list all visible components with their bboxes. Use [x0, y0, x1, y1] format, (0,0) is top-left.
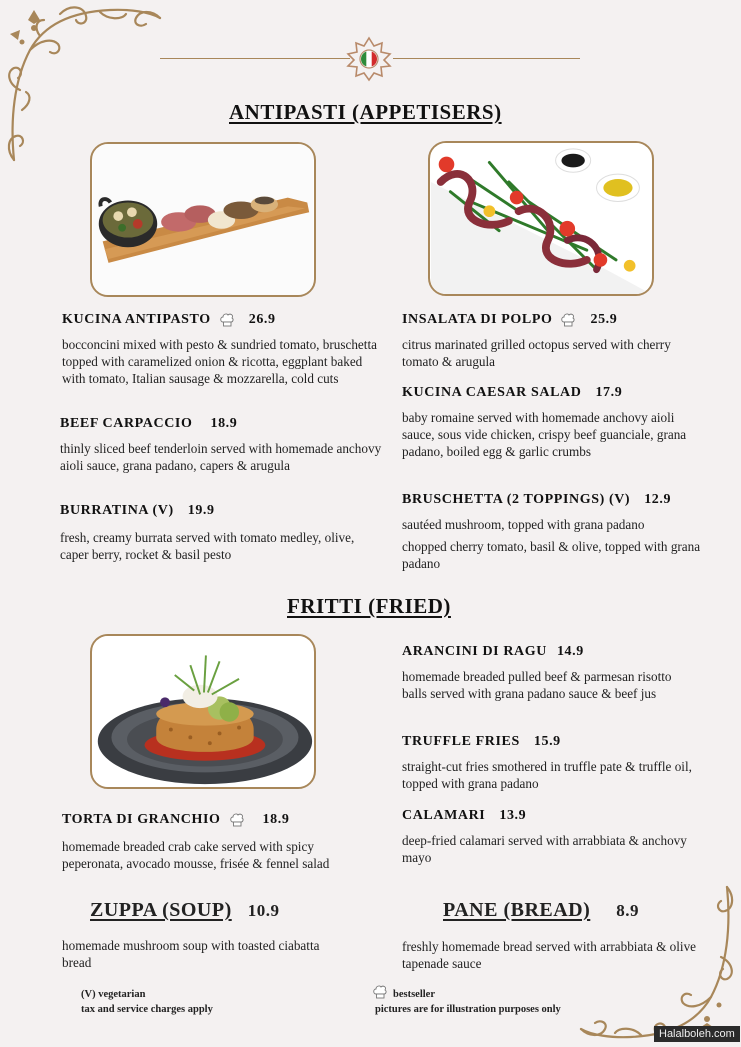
item-title: TORTA DI GRANCHIO	[62, 812, 221, 827]
item-price: 14.9	[556, 644, 584, 659]
item-description: homemade breaded crab cake served with spicy peperonata, avocado mousse, frisée & fennel salad	[62, 839, 330, 871]
menu-item-name	[62, 812, 289, 828]
footer-tax-note: tax and service charges apply	[81, 1004, 213, 1015]
menu-item-name	[402, 492, 671, 508]
item-description: baby romaine served with homemade anchovy aioli sauce, sous vide chicken, crispy beef guanciale, grana padano, boiled egg & garlic crumbs	[402, 410, 687, 459]
menu-item-name	[60, 416, 237, 432]
item-description: thinly sliced beef tenderloin served with homemade anchovy aioli sauce, grana padano, capers & arugula	[60, 441, 382, 473]
footer-vegetarian-note: (V) vegetarian	[81, 989, 146, 1000]
chef-hat-icon	[229, 812, 245, 828]
item-title: INSALATA DI POLPO	[402, 312, 553, 327]
item-title: KUCINA CAESAR SALAD	[402, 385, 582, 400]
chef-hat-icon	[219, 312, 235, 328]
menu-item-name	[402, 808, 526, 824]
item-description: deep-fried calamari served with arrabbiata & anchovy mayo	[402, 833, 687, 865]
item-title: BRUSCHETTA (2 TOPPINGS) (V)	[402, 492, 631, 507]
item-title: BEEF CARPACCIO	[60, 416, 193, 431]
item-description: fresh, creamy burrata served with tomato medley, olive, caper berry, rocket & basil pesto	[60, 530, 355, 562]
item-title: ARANCINI DI RAGU	[402, 644, 547, 659]
menu-item-name	[402, 644, 584, 660]
photo-torta-di-granchio	[90, 634, 316, 789]
menu-item-name	[402, 312, 617, 328]
item-price: 13.9	[499, 808, 527, 823]
item-description: citrus marinated grilled octopus served with cherry tomato & arugula	[402, 337, 671, 369]
menu-item-name	[60, 503, 215, 519]
footer-illustration-note: pictures are for illustration purposes only	[375, 1004, 561, 1015]
section-title-antipasti: ANTIPASTI (APPETISERS)	[229, 100, 502, 124]
header-divider	[160, 58, 350, 59]
photo-insalata-di-polpo	[428, 141, 654, 296]
item-description: freshly homemade bread served with arrabbiata & olive tapenade sauce	[402, 939, 697, 971]
italian-flag-emblem	[346, 36, 392, 82]
photo-kucina-antipasto	[90, 142, 316, 297]
item-description: homemade mushroom soup with toasted ciabatta bread	[62, 938, 320, 970]
item-price: 15.9	[533, 734, 561, 749]
item-description: bocconcini mixed with pesto & sundried tomato, bruschetta topped with caramelized onion & ricotta, eggplant baked with tomato, Italian sausage & mozzarella, cold cuts	[62, 337, 377, 386]
chef-hat-icon	[372, 984, 388, 1000]
item-price: 12.9	[644, 492, 672, 507]
item-price: 17.9	[595, 385, 623, 400]
section-title-pane	[443, 899, 639, 922]
pane-price: 8.9	[616, 901, 640, 920]
zuppa-title: ZUPPA (SOUP)	[90, 899, 232, 921]
section-title-fritti: FRITTI (FRIED)	[287, 594, 451, 618]
item-price: 18.9	[262, 812, 290, 827]
item-description: straight-cut fries smothered in truffle pate & truffle oil, topped with grana padano	[402, 759, 692, 791]
item-description: homemade breaded pulled beef & parmesan risotto balls served with grana padano sauce & beef jus	[402, 669, 672, 701]
menu-item-name	[402, 734, 561, 750]
item-description-alt: chopped cherry tomato, basil & olive, topped with grana padano	[402, 539, 701, 571]
menu-item-name	[402, 385, 622, 401]
item-title: TRUFFLE FRIES	[402, 734, 520, 749]
pane-title: PANE (BREAD)	[443, 899, 591, 921]
item-description: sautéed mushroom, topped with grana padano	[402, 517, 645, 532]
footer-bestseller-note: bestseller	[393, 989, 435, 1000]
section-title-zuppa	[90, 899, 279, 922]
header-divider	[393, 58, 580, 59]
watermark: Halalboleh.com	[654, 1026, 740, 1042]
chef-hat-icon	[560, 312, 576, 328]
item-title: KUCINA ANTIPASTO	[62, 312, 211, 327]
item-price: 25.9	[590, 312, 618, 327]
menu-item-name	[62, 312, 276, 328]
item-price: 26.9	[248, 312, 276, 327]
zuppa-price: 10.9	[247, 901, 280, 920]
item-title: CALAMARI	[402, 808, 486, 823]
item-price: 18.9	[210, 416, 238, 431]
item-price: 19.9	[187, 503, 215, 518]
item-title: BURRATINA (V)	[60, 503, 174, 518]
